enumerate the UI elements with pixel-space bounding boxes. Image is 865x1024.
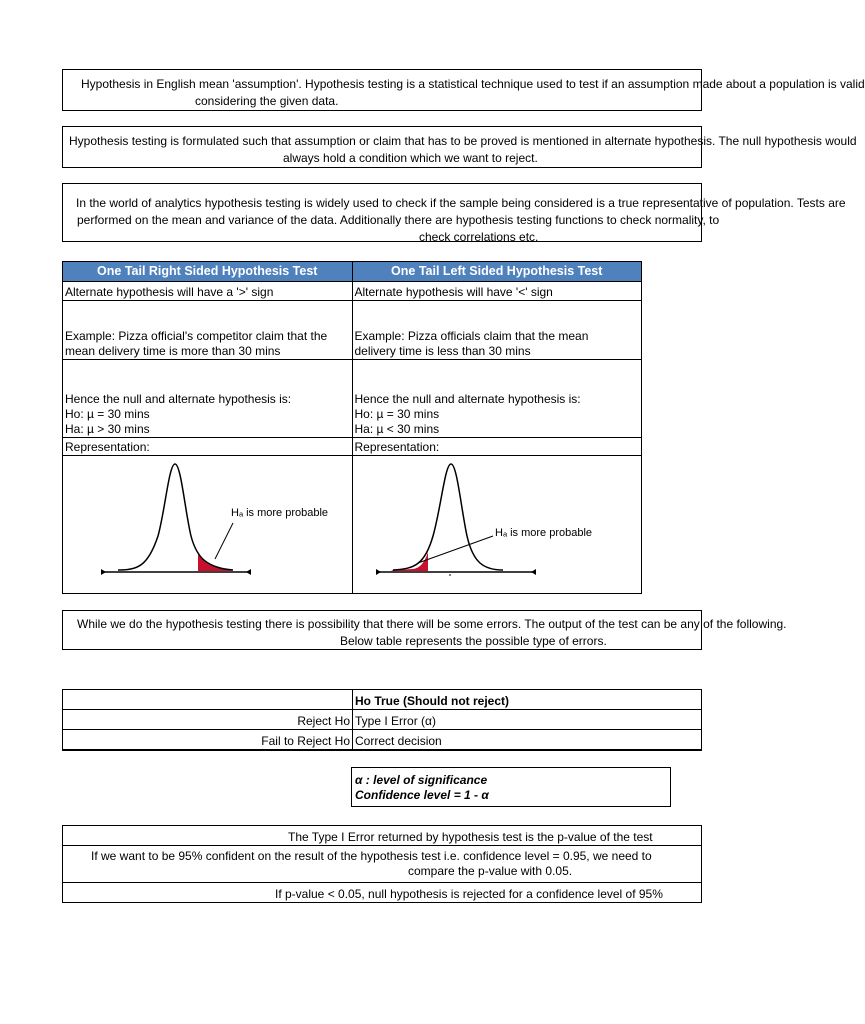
formulation-line-1: Hypothesis testing is formulated such that assumption or claim that has to be proved is mentioned in alternate hypothesis. The null hypothesis would xyxy=(69,134,857,148)
analytics-line-2: performed on the mean and variance of the data. Additionally there are hypothesis testing functions to check normality, to xyxy=(77,213,720,227)
right-hyp-null: Ho: µ = 30 mins xyxy=(65,407,150,421)
intro-line-1: Hypothesis in English mean 'assumption'. Hypothesis testing is a statistical technique used to test if an assumption made about a population is valid xyxy=(81,77,865,91)
pvalue-row-3: If p-value < 0.05, null hypothesis is rejected for a confidence level of 95% xyxy=(63,883,702,903)
left-hyp-alt: Ha: µ < 30 mins xyxy=(354,422,440,436)
analytics-box xyxy=(62,183,846,244)
left-representation-label: Representation: xyxy=(352,438,642,456)
header-right-tail: One Tail Right Sided Hypothesis Test xyxy=(63,262,353,282)
analytics-line-3: check correlations etc. xyxy=(419,230,539,244)
right-hyp-line-1: Hence the null and alternate hypothesis is: xyxy=(65,392,292,406)
intro-box xyxy=(62,69,865,111)
left-hypothesis-cell xyxy=(352,360,642,438)
arrow-right-icon xyxy=(531,569,536,575)
label-pointer-line xyxy=(418,536,493,563)
right-example-line-2: mean delivery time is more than 30 mins xyxy=(65,344,281,358)
header-left-tail: One Tail Left Sided Hypothesis Test xyxy=(352,262,642,282)
right-example-line-1: Example: Pizza official's competitor claim that the xyxy=(65,329,328,343)
arrow-left-icon xyxy=(101,569,106,575)
left-example-line-1: Example: Pizza officials claim that the mean xyxy=(354,329,589,343)
intro-line-2: considering the given data. xyxy=(195,94,339,108)
right-hypothesis-cell xyxy=(63,360,353,438)
bell-curve xyxy=(393,464,503,570)
alpha-definition: α : level of significance xyxy=(355,773,488,787)
significance-box xyxy=(351,767,671,807)
left-example-cell xyxy=(352,301,642,360)
right-hyp-alt: Ha: µ > 30 mins xyxy=(65,422,150,436)
error-table-corner xyxy=(63,690,353,710)
errors-box xyxy=(62,610,787,650)
left-hyp-null: Ho: µ = 30 mins xyxy=(354,407,440,421)
arrow-right-icon xyxy=(246,569,251,575)
reject-ho-label: Reject Ho xyxy=(63,710,353,730)
label-pointer-line xyxy=(215,523,233,559)
confidence-definition: Confidence level = 1 - α xyxy=(355,788,489,802)
left-tail-figure-cell xyxy=(352,456,642,594)
ho-true-header: Ho True (Should not reject) xyxy=(353,690,702,710)
right-tail-curve-figure xyxy=(63,456,348,589)
errors-line-2: Below table represents the possible type of errors. xyxy=(340,634,607,648)
right-sign-cell: Alternate hypothesis will have a '>' sign xyxy=(63,282,353,301)
left-tail-curve-figure xyxy=(353,456,638,589)
formulation-box xyxy=(62,126,857,168)
right-tail-figure-cell xyxy=(63,456,353,594)
type-one-error-cell: Type I Error (α) xyxy=(353,710,702,730)
error-type-table xyxy=(62,689,702,751)
right-tail-label: Hₐ is more probable xyxy=(231,507,329,519)
right-representation-label: Representation: xyxy=(63,438,353,456)
pvalue-row-2 xyxy=(63,846,702,883)
pvalue-row-2-line-2: compare the p-value with 0.05. xyxy=(408,864,573,878)
right-tail-shaded-region xyxy=(198,552,233,571)
tail-test-table xyxy=(62,261,642,594)
fail-to-reject-label: Fail to Reject Ho xyxy=(63,730,353,750)
left-tail-label: Hₐ is more probable xyxy=(494,527,592,539)
arrow-left-icon xyxy=(376,569,381,575)
left-hyp-line-1: Hence the null and alternate hypothesis is: xyxy=(354,392,581,406)
bell-curve xyxy=(118,464,233,570)
pvalue-row-2-line-1: If we want to be 95% confident on the result of the hypothesis test i.e. confidence level = 0.95, we need to xyxy=(91,849,652,863)
left-sign-cell: Alternate hypothesis will have '<' sign xyxy=(352,282,642,301)
analytics-line-1: In the world of analytics hypothesis testing is widely used to check if the sample being considered is a true representative of population. Tests are xyxy=(76,196,846,210)
pvalue-table xyxy=(62,825,702,903)
pvalue-row-1: The Type I Error returned by hypothesis test is the p-value of the test xyxy=(63,826,702,846)
errors-line-1: While we do the hypothesis testing there is possibility that there will be some errors. The output of the test can be any of the following. xyxy=(77,617,787,631)
right-example-cell xyxy=(63,301,353,360)
correct-decision-cell: Correct decision xyxy=(353,730,702,750)
formulation-line-2: always hold a condition which we want to reject. xyxy=(283,151,538,165)
left-example-line-2: delivery time is less than 30 mins xyxy=(354,344,531,358)
